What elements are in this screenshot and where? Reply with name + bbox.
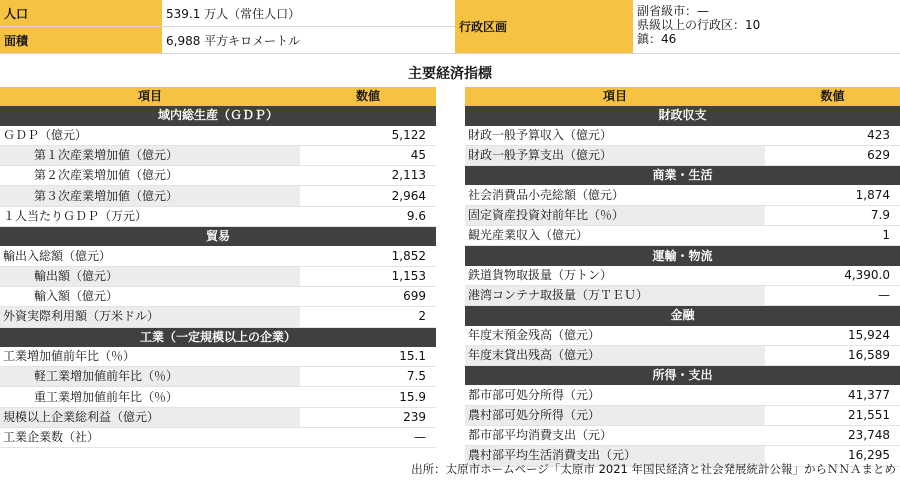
- indicator-name: 輸出入総額（億元）: [0, 246, 300, 266]
- right-indicator-table: [465, 87, 900, 467]
- table-header: [465, 87, 900, 106]
- table-row: [0, 347, 436, 367]
- table-row: [0, 126, 436, 146]
- table-row: [465, 426, 900, 446]
- indicator-name: 農村部平均生活消費支出（元）: [465, 446, 765, 466]
- indicator-value: 1,852: [300, 246, 436, 266]
- main-title: 主要経済指標: [408, 66, 492, 82]
- indicator-value: 45: [300, 145, 436, 165]
- section-header: [465, 366, 900, 386]
- indicator-value: 7.9: [765, 205, 900, 225]
- indicator-value: 629: [765, 145, 900, 165]
- indicator-name: 年度末預金残高（億元）: [465, 326, 765, 346]
- indicator-value: 9.6: [300, 206, 436, 226]
- indicator-name: 都市部可処分所得（元）: [465, 385, 765, 405]
- indicator-value: 15,924: [765, 326, 900, 346]
- table-row: [465, 385, 900, 405]
- header-value: 数値: [765, 87, 900, 106]
- section-header: [465, 306, 900, 326]
- section-title: 所得・支出: [465, 366, 900, 386]
- indicator-name: 第１次産業増加値（億元）: [0, 145, 300, 165]
- indicator-name: 規模以上企業総利益（億元）: [0, 407, 300, 427]
- indicator-name: 第３次産業増加値（億元）: [0, 186, 300, 206]
- indicator-value: 7.5: [300, 367, 436, 387]
- admin-line: 鎮：46: [637, 32, 677, 46]
- indicator-name: 第２次産業増加値（億元）: [0, 166, 300, 186]
- indicator-value: 423: [765, 126, 900, 146]
- population-value: 539.1 万人（常住人口）: [162, 0, 455, 27]
- table-row: [465, 285, 900, 305]
- indicator-value: 4,390.0: [765, 266, 900, 286]
- table-row: [465, 405, 900, 425]
- section-title: 貿易: [0, 227, 436, 247]
- profile-table: [0, 0, 900, 54]
- table-row: [465, 226, 900, 246]
- section-header: [465, 106, 900, 125]
- indicator-value: 16,295: [765, 446, 900, 466]
- table-row: [465, 185, 900, 205]
- table-row: [0, 286, 436, 306]
- source-note: 出所：太原市ホームページ「太原市 2021 年国民経済と社会発展統計公報」からＮＮＡまとめ: [411, 462, 896, 476]
- section-title: 財政収支: [465, 106, 900, 125]
- indicator-name: 社会消費品小売総額（億元）: [465, 185, 765, 205]
- header-item: 項目: [0, 87, 300, 106]
- section-title: 工業（一定規模以上の企業）: [0, 327, 436, 347]
- indicator-value: 2: [300, 307, 436, 327]
- indicator-value: 23,748: [765, 426, 900, 446]
- indicator-name: 鉄道貨物取扱量（万トン）: [465, 266, 765, 286]
- table-row: [0, 246, 436, 266]
- admin-division-value: [633, 0, 900, 54]
- indicator-value: 699: [300, 286, 436, 306]
- indicator-name: 年度末貸出残高（億元）: [465, 345, 765, 365]
- indicator-name: 財政一般予算収入（億元）: [465, 126, 765, 146]
- indicator-value: 239: [300, 407, 436, 427]
- table-row: [465, 345, 900, 365]
- table-row: [465, 145, 900, 165]
- indicator-value: 5,122: [300, 126, 436, 146]
- indicator-value: 1,153: [300, 266, 436, 286]
- table-header: [0, 87, 436, 106]
- indicator-name: 輸出額（億元）: [0, 266, 300, 286]
- indicator-value: 2,964: [300, 186, 436, 206]
- admin-line: 県級以上の行政区：10: [637, 18, 761, 32]
- indicator-name: ＧＤＰ（億元）: [0, 126, 300, 146]
- area-label: 面積: [0, 27, 162, 54]
- indicator-name: 工業企業数（社）: [0, 428, 300, 448]
- indicator-name: 軽工業増加値前年比（％）: [0, 367, 300, 387]
- table-row: [465, 126, 900, 146]
- table-row: [0, 186, 436, 206]
- header-item: 項目: [465, 87, 765, 106]
- header-value: 数値: [300, 87, 436, 106]
- table-row: [0, 307, 436, 327]
- indicator-name: 固定資産投資対前年比（％）: [465, 205, 765, 225]
- table-row: [0, 407, 436, 427]
- indicator-value: —: [300, 428, 436, 448]
- section-header: [0, 327, 436, 347]
- section-header: [465, 246, 900, 266]
- indicator-value: 21,551: [765, 405, 900, 425]
- section-title: 商業・生活: [465, 166, 900, 186]
- table-row: [465, 326, 900, 346]
- admin-line: 副省級市：—: [637, 4, 710, 18]
- indicator-value: 1,874: [765, 185, 900, 205]
- indicator-value: 16,589: [765, 345, 900, 365]
- table-row: [465, 205, 900, 225]
- indicator-name: 外資実際利用額（万米ドル）: [0, 307, 300, 327]
- area-value: 6,988 平方キロメートル: [162, 27, 455, 54]
- left-indicator-table: [0, 87, 436, 448]
- section-title: 運輸・物流: [465, 246, 900, 266]
- population-label: 人口: [0, 0, 162, 27]
- section-title: 金融: [465, 306, 900, 326]
- table-row: [465, 266, 900, 286]
- indicator-name: 財政一般予算支出（億元）: [465, 145, 765, 165]
- indicator-name: 輸入額（億元）: [0, 286, 300, 306]
- table-row: [0, 166, 436, 186]
- indicator-value: 15.9: [300, 387, 436, 407]
- section-header: [0, 106, 436, 125]
- indicator-name: 港湾コンテナ取扱量（万ＴＥＵ）: [465, 285, 765, 305]
- indicator-name: 工業増加値前年比（％）: [0, 347, 300, 367]
- table-row: [0, 428, 436, 448]
- indicator-name: １人当たりＧＤＰ（万元）: [0, 206, 300, 226]
- indicator-value: —: [765, 285, 900, 305]
- table-row: [0, 266, 436, 286]
- table-row: [0, 206, 436, 226]
- admin-division-label: 行政区画: [455, 0, 633, 54]
- section-header: [465, 166, 900, 186]
- table-row: [0, 367, 436, 387]
- table-row: [0, 145, 436, 165]
- indicator-name: 重工業増加値前年比（％）: [0, 387, 300, 407]
- indicator-name: 都市部平均消費支出（元）: [465, 426, 765, 446]
- indicator-value: 41,377: [765, 385, 900, 405]
- indicator-value: 15.1: [300, 347, 436, 367]
- section-header: [0, 227, 436, 247]
- indicator-name: 農村部可処分所得（元）: [465, 405, 765, 425]
- indicator-name: 観光産業収入（億元）: [465, 226, 765, 246]
- table-row: [0, 387, 436, 407]
- indicator-value: 1: [765, 226, 900, 246]
- indicator-value: 2,113: [300, 166, 436, 186]
- section-title: 域内総生産（ＧＤＰ）: [0, 106, 436, 125]
